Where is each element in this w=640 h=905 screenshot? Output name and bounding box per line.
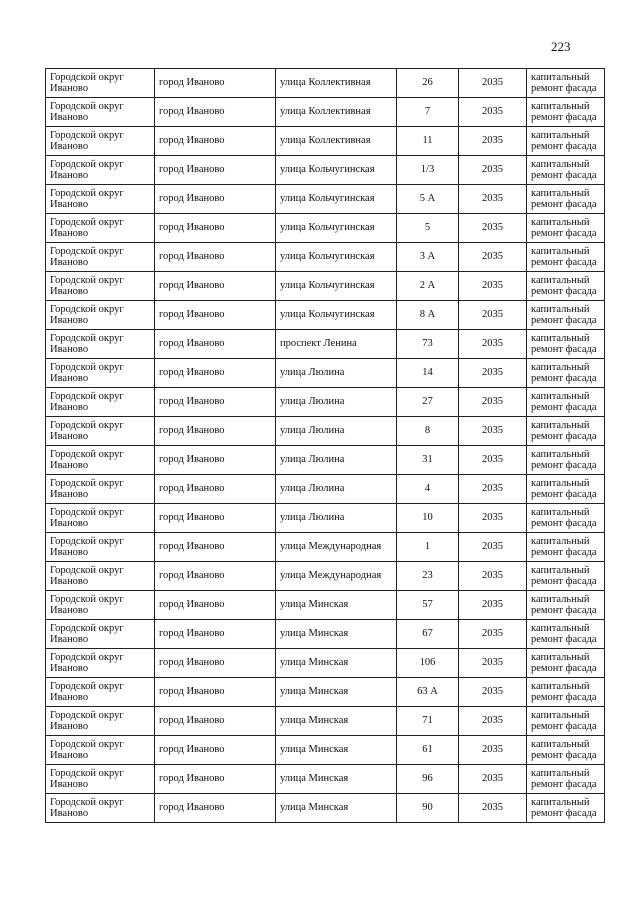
table-row — [46, 127, 605, 156]
okrug-cell: Городской округ Иваново — [46, 533, 155, 562]
house-number-cell: 96 — [397, 765, 459, 794]
table-row — [46, 98, 605, 127]
okrug-cell: Городской округ Иваново — [46, 127, 155, 156]
table-row — [46, 765, 605, 794]
house-number-cell: 11 — [397, 127, 459, 156]
work-type-cell: капитальный ремонт фасада — [527, 707, 605, 736]
okrug-cell: Городской округ Иваново — [46, 388, 155, 417]
year-cell: 2035 — [459, 649, 527, 678]
work-type-cell: капитальный ремонт фасада — [527, 388, 605, 417]
city-cell: город Иваново — [155, 243, 276, 272]
street-cell: улица Минская — [276, 794, 397, 823]
city-cell: город Иваново — [155, 475, 276, 504]
house-number-cell: 2 А — [397, 272, 459, 301]
year-cell: 2035 — [459, 591, 527, 620]
street-cell: улица Кольчугинская — [276, 214, 397, 243]
work-type-cell: капитальный ремонт фасада — [527, 736, 605, 765]
house-number-cell: 23 — [397, 562, 459, 591]
table-row — [46, 388, 605, 417]
house-number-cell: 31 — [397, 446, 459, 475]
city-cell: город Иваново — [155, 98, 276, 127]
city-cell: город Иваново — [155, 504, 276, 533]
okrug-cell: Городской округ Иваново — [46, 504, 155, 533]
street-cell: улица Минская — [276, 678, 397, 707]
table-row — [46, 214, 605, 243]
street-cell: улица Кольчугинская — [276, 156, 397, 185]
street-cell: улица Люлина — [276, 504, 397, 533]
registry-table — [45, 68, 605, 823]
city-cell: город Иваново — [155, 794, 276, 823]
table-row — [46, 794, 605, 823]
table-row — [46, 620, 605, 649]
work-type-cell: капитальный ремонт фасада — [527, 359, 605, 388]
street-cell: улица Коллективная — [276, 69, 397, 98]
okrug-cell: Городской округ Иваново — [46, 243, 155, 272]
house-number-cell: 7 — [397, 98, 459, 127]
year-cell: 2035 — [459, 417, 527, 446]
work-type-cell: капитальный ремонт фасада — [527, 330, 605, 359]
city-cell: город Иваново — [155, 388, 276, 417]
house-number-cell: 26 — [397, 69, 459, 98]
city-cell: город Иваново — [155, 69, 276, 98]
okrug-cell: Городской округ Иваново — [46, 446, 155, 475]
city-cell: город Иваново — [155, 214, 276, 243]
city-cell: город Иваново — [155, 272, 276, 301]
work-type-cell: капитальный ремонт фасада — [527, 562, 605, 591]
house-number-cell: 106 — [397, 649, 459, 678]
street-cell: улица Люлина — [276, 446, 397, 475]
okrug-cell: Городской округ Иваново — [46, 562, 155, 591]
table-row — [46, 446, 605, 475]
okrug-cell: Городской округ Иваново — [46, 678, 155, 707]
year-cell: 2035 — [459, 301, 527, 330]
year-cell: 2035 — [459, 562, 527, 591]
okrug-cell: Городской округ Иваново — [46, 272, 155, 301]
house-number-cell: 4 — [397, 475, 459, 504]
work-type-cell: капитальный ремонт фасада — [527, 794, 605, 823]
okrug-cell: Городской округ Иваново — [46, 591, 155, 620]
city-cell: город Иваново — [155, 446, 276, 475]
city-cell: город Иваново — [155, 301, 276, 330]
city-cell: город Иваново — [155, 620, 276, 649]
table-row — [46, 562, 605, 591]
year-cell: 2035 — [459, 707, 527, 736]
street-cell: улица Кольчугинская — [276, 272, 397, 301]
city-cell: город Иваново — [155, 678, 276, 707]
okrug-cell: Городской округ Иваново — [46, 475, 155, 504]
okrug-cell: Городской округ Иваново — [46, 301, 155, 330]
okrug-cell: Городской округ Иваново — [46, 649, 155, 678]
table-row — [46, 359, 605, 388]
year-cell: 2035 — [459, 359, 527, 388]
okrug-cell: Городской округ Иваново — [46, 794, 155, 823]
city-cell: город Иваново — [155, 185, 276, 214]
street-cell: улица Люлина — [276, 475, 397, 504]
house-number-cell: 1 — [397, 533, 459, 562]
okrug-cell: Городской округ Иваново — [46, 736, 155, 765]
city-cell: город Иваново — [155, 591, 276, 620]
house-number-cell: 73 — [397, 330, 459, 359]
work-type-cell: капитальный ремонт фасада — [527, 620, 605, 649]
year-cell: 2035 — [459, 185, 527, 214]
year-cell: 2035 — [459, 504, 527, 533]
work-type-cell: капитальный ремонт фасада — [527, 272, 605, 301]
year-cell: 2035 — [459, 736, 527, 765]
street-cell: улица Минская — [276, 649, 397, 678]
work-type-cell: капитальный ремонт фасада — [527, 301, 605, 330]
okrug-cell: Городской округ Иваново — [46, 156, 155, 185]
house-number-cell: 27 — [397, 388, 459, 417]
year-cell: 2035 — [459, 127, 527, 156]
house-number-cell: 10 — [397, 504, 459, 533]
table-row — [46, 272, 605, 301]
work-type-cell: капитальный ремонт фасада — [527, 127, 605, 156]
street-cell: улица Люлина — [276, 417, 397, 446]
okrug-cell: Городской округ Иваново — [46, 98, 155, 127]
work-type-cell: капитальный ремонт фасада — [527, 156, 605, 185]
okrug-cell: Городской округ Иваново — [46, 417, 155, 446]
city-cell: город Иваново — [155, 649, 276, 678]
house-number-cell: 1/3 — [397, 156, 459, 185]
street-cell: улица Люлина — [276, 359, 397, 388]
year-cell: 2035 — [459, 214, 527, 243]
table-row — [46, 330, 605, 359]
okrug-cell: Городской округ Иваново — [46, 620, 155, 649]
house-number-cell: 8 — [397, 417, 459, 446]
work-type-cell: капитальный ремонт фасада — [527, 69, 605, 98]
year-cell: 2035 — [459, 272, 527, 301]
work-type-cell: капитальный ремонт фасада — [527, 243, 605, 272]
work-type-cell: капитальный ремонт фасада — [527, 98, 605, 127]
work-type-cell: капитальный ремонт фасада — [527, 446, 605, 475]
work-type-cell: капитальный ремонт фасада — [527, 185, 605, 214]
year-cell: 2035 — [459, 765, 527, 794]
table-row — [46, 707, 605, 736]
okrug-cell: Городской округ Иваново — [46, 707, 155, 736]
okrug-cell: Городской округ Иваново — [46, 330, 155, 359]
okrug-cell: Городской округ Иваново — [46, 359, 155, 388]
house-number-cell: 63 А — [397, 678, 459, 707]
work-type-cell: капитальный ремонт фасада — [527, 417, 605, 446]
registry-table-body — [46, 69, 605, 823]
city-cell: город Иваново — [155, 707, 276, 736]
street-cell: улица Минская — [276, 736, 397, 765]
city-cell: город Иваново — [155, 417, 276, 446]
house-number-cell: 90 — [397, 794, 459, 823]
street-cell: улица Международная — [276, 562, 397, 591]
table-row — [46, 301, 605, 330]
work-type-cell: капитальный ремонт фасада — [527, 649, 605, 678]
street-cell: улица Минская — [276, 765, 397, 794]
table-row — [46, 504, 605, 533]
okrug-cell: Городской округ Иваново — [46, 185, 155, 214]
year-cell: 2035 — [459, 678, 527, 707]
house-number-cell: 5 А — [397, 185, 459, 214]
year-cell: 2035 — [459, 533, 527, 562]
year-cell: 2035 — [459, 156, 527, 185]
year-cell: 2035 — [459, 794, 527, 823]
street-cell: улица Минская — [276, 707, 397, 736]
okrug-cell: Городской округ Иваново — [46, 214, 155, 243]
street-cell: улица Кольчугинская — [276, 185, 397, 214]
city-cell: город Иваново — [155, 359, 276, 388]
table-row — [46, 69, 605, 98]
street-cell: улица Коллективная — [276, 127, 397, 156]
street-cell: проспект Ленина — [276, 330, 397, 359]
table-row — [46, 156, 605, 185]
work-type-cell: капитальный ремонт фасада — [527, 475, 605, 504]
table-row — [46, 591, 605, 620]
street-cell: улица Люлина — [276, 388, 397, 417]
street-cell: улица Коллективная — [276, 98, 397, 127]
work-type-cell: капитальный ремонт фасада — [527, 504, 605, 533]
table-row — [46, 649, 605, 678]
house-number-cell: 57 — [397, 591, 459, 620]
okrug-cell: Городской округ Иваново — [46, 765, 155, 794]
city-cell: город Иваново — [155, 562, 276, 591]
year-cell: 2035 — [459, 69, 527, 98]
house-number-cell: 14 — [397, 359, 459, 388]
year-cell: 2035 — [459, 475, 527, 504]
street-cell: улица Международная — [276, 533, 397, 562]
table-row — [46, 185, 605, 214]
page-number: 223 — [551, 39, 571, 54]
house-number-cell: 8 А — [397, 301, 459, 330]
year-cell: 2035 — [459, 330, 527, 359]
work-type-cell: капитальный ремонт фасада — [527, 533, 605, 562]
city-cell: город Иваново — [155, 533, 276, 562]
year-cell: 2035 — [459, 243, 527, 272]
city-cell: город Иваново — [155, 127, 276, 156]
house-number-cell: 67 — [397, 620, 459, 649]
house-number-cell: 5 — [397, 214, 459, 243]
year-cell: 2035 — [459, 388, 527, 417]
street-cell: улица Минская — [276, 591, 397, 620]
street-cell: улица Минская — [276, 620, 397, 649]
work-type-cell: капитальный ремонт фасада — [527, 591, 605, 620]
house-number-cell: 3 А — [397, 243, 459, 272]
city-cell: город Иваново — [155, 156, 276, 185]
year-cell: 2035 — [459, 620, 527, 649]
work-type-cell: капитальный ремонт фасада — [527, 765, 605, 794]
year-cell: 2035 — [459, 446, 527, 475]
city-cell: город Иваново — [155, 736, 276, 765]
house-number-cell: 71 — [397, 707, 459, 736]
work-type-cell: капитальный ремонт фасада — [527, 214, 605, 243]
table-row — [46, 417, 605, 446]
street-cell: улица Кольчугинская — [276, 301, 397, 330]
year-cell: 2035 — [459, 98, 527, 127]
street-cell: улица Кольчугинская — [276, 243, 397, 272]
table-row — [46, 243, 605, 272]
house-number-cell: 61 — [397, 736, 459, 765]
okrug-cell: Городской округ Иваново — [46, 69, 155, 98]
work-type-cell: капитальный ремонт фасада — [527, 678, 605, 707]
table-row — [46, 533, 605, 562]
table-row — [46, 678, 605, 707]
city-cell: город Иваново — [155, 330, 276, 359]
city-cell: город Иваново — [155, 765, 276, 794]
table-row — [46, 736, 605, 765]
table-row — [46, 475, 605, 504]
